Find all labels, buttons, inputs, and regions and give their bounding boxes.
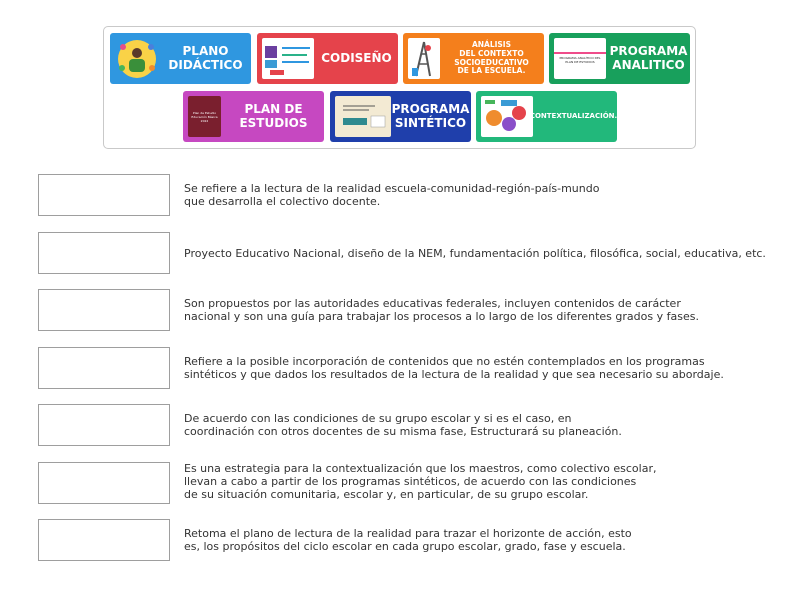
drop-zone[interactable] — [38, 289, 170, 331]
tile-contextualizacion[interactable] — [476, 91, 617, 142]
ladder-illustration-icon — [408, 38, 440, 79]
tile-programa-sintetico[interactable] — [330, 91, 471, 142]
tile-label: PROGRAMA ANALITICO — [609, 43, 688, 72]
tile-codiseno[interactable] — [257, 33, 398, 84]
description-text: Es una estrategia para la contextualización que los maestros, como colectivo escolar, llevan a cabo a partir de los programas sintéticos, de acuerdo con las condiciones de su situación comunitaria, escolar y, en particular, de su grupo escolar. — [184, 462, 657, 501]
programa-analitico-thumbnail-icon: PROGRAMA ANALÍTICO DEL PLAN DE ESTUDIOS — [554, 38, 606, 79]
tile-label: ANÁLISIS DEL CONTEXTO SOCIOEDUCATIVO DE LA ESCUELA. — [454, 40, 529, 76]
drop-zone[interactable] — [38, 462, 170, 504]
description-text: Son propuestos por las autoridades educativas federales, incluyen contenidos de carácter nacional y son una guía para trabajar los procesos a lo largo de los diferentes grados y fases. — [184, 297, 699, 323]
tile-label: CONTEXTUALIZACIÓN. — [529, 112, 617, 121]
drop-zone[interactable] — [38, 519, 170, 561]
tile-programa-analitico[interactable] — [549, 33, 690, 84]
book-cover-icon: Plan de Estudio Educación Básica 2022 — [188, 96, 221, 137]
drop-zone[interactable] — [38, 232, 170, 274]
tile-plano-didactico[interactable] — [110, 33, 251, 84]
tile-label: PLAN DE ESTUDIOS — [239, 101, 308, 130]
description-text: Retoma el plano de lectura de la realidad para trazar el horizonte de acción, esto es, los propósitos del ciclo escolar en cada grupo escolar, grado, fase y escuela. — [184, 527, 632, 553]
tile-plan-estudios[interactable] — [183, 91, 324, 142]
teacher-illustration-icon — [116, 38, 158, 79]
tile-label: CODISEÑO — [321, 50, 392, 65]
answer-bank — [103, 26, 696, 149]
tile-analisis-contexto[interactable] — [403, 33, 544, 84]
tile-label: PLANO DIDÁCTICO — [168, 43, 243, 72]
description-text: Proyecto Educativo Nacional, diseño de la NEM, fundamentación política, filosófica, social, educativa, etc. — [184, 247, 766, 260]
contextualizacion-thumbnail-icon — [481, 96, 533, 137]
description-text: Refiere a la posible incorporación de contenidos que no estén contemplados en los programas sintéticos y que dados los resultados de la lectura de la realidad y que sea necesario su abordaje. — [184, 355, 724, 381]
programa-sintetico-thumbnail-icon — [335, 96, 391, 137]
description-text: Se refiere a la lectura de la realidad escuela-comunidad-región-país-mundo que desarrolla el colectivo docente. — [184, 182, 600, 208]
codiseno-thumbnail-icon — [262, 38, 314, 79]
tile-label: PROGRAMA SINTÉTICO — [391, 101, 470, 130]
drop-zone[interactable] — [38, 347, 170, 389]
drop-zone[interactable] — [38, 404, 170, 446]
drop-zone[interactable] — [38, 174, 170, 216]
description-text: De acuerdo con las condiciones de su grupo escolar y si es el caso, en coordinación con otros docentes de su misma fase, Estructurará su planeación. — [184, 412, 622, 438]
